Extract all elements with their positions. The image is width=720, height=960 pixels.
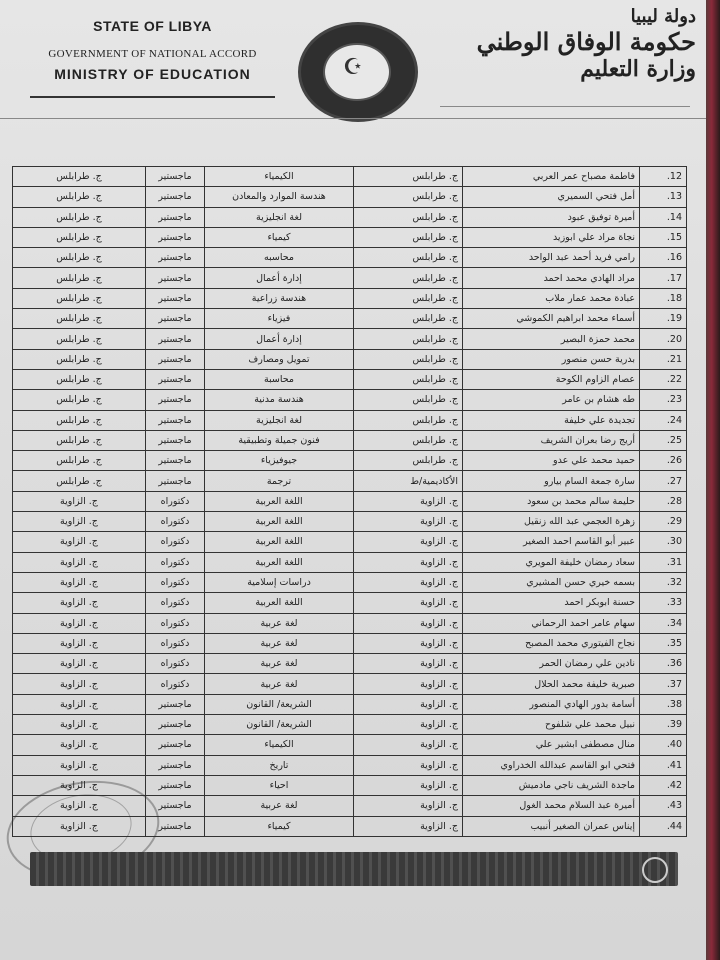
row-university-2: ج. الزاوية: [13, 735, 146, 755]
row-university-2: ج. الزاوية: [13, 552, 146, 572]
row-university-1: ج. الزاوية: [354, 694, 463, 714]
row-university-2: ج. طرابلس: [13, 227, 146, 247]
row-degree: ماجستير: [146, 471, 205, 491]
row-university-1: ج. الزاوية: [354, 816, 463, 836]
english-header: [30, 18, 275, 82]
row-number: 29.: [640, 512, 687, 532]
table-row: [13, 552, 687, 572]
row-university-1: ج. الزاوية: [354, 633, 463, 653]
table-row: [13, 593, 687, 613]
row-degree: ماجستير: [146, 755, 205, 775]
row-number: 15.: [640, 227, 687, 247]
row-number: 44.: [640, 816, 687, 836]
arabic-header-ministry: وزارة التعليم: [580, 56, 696, 82]
row-university-1: ج. طرابلس: [354, 349, 463, 369]
row-degree: دكتوراه: [146, 552, 205, 572]
row-number: 38.: [640, 694, 687, 714]
row-university-1: ج. الزاوية: [354, 715, 463, 735]
row-number: 41.: [640, 755, 687, 775]
row-number: 28.: [640, 491, 687, 511]
table-row: [13, 390, 687, 410]
row-degree: دكتوراه: [146, 613, 205, 633]
footer-bar: [30, 852, 678, 886]
table-row: [13, 654, 687, 674]
row-name: أمل فتحي السميري: [463, 187, 640, 207]
row-name: حليمة سالم محمد بن سعود: [463, 491, 640, 511]
row-university-2: ج. طرابلس: [13, 248, 146, 268]
row-degree: ماجستير: [146, 735, 205, 755]
row-degree: ماجستير: [146, 187, 205, 207]
row-specialization: لغة عربية: [205, 674, 354, 694]
row-name: نادين علي رمضان الحمر: [463, 654, 640, 674]
row-university-2: ج. الزاوية: [13, 512, 146, 532]
row-degree: ماجستير: [146, 816, 205, 836]
row-name: عبير أبو القاسم احمد الصغير: [463, 532, 640, 552]
row-specialization: تمويل ومصارف: [205, 349, 354, 369]
row-university-1: ج. الزاوية: [354, 796, 463, 816]
english-header-ministry: MINISTRY OF EDUCATION: [54, 66, 251, 82]
row-name: نبيل محمد علي شلفوح: [463, 715, 640, 735]
row-university-1: ج. طرابلس: [354, 187, 463, 207]
row-degree: ماجستير: [146, 248, 205, 268]
row-number: 19.: [640, 309, 687, 329]
row-name: سعاد رمضان خليفة المويري: [463, 552, 640, 572]
table-row: [13, 451, 687, 471]
row-degree: دكتوراه: [146, 654, 205, 674]
row-university-2: ج. طرابلس: [13, 390, 146, 410]
row-degree: ماجستير: [146, 694, 205, 714]
row-name: زهرة العجمي عبد الله زنقيل: [463, 512, 640, 532]
row-university-2: ج. طرابلس: [13, 167, 146, 187]
row-name: إيناس عمران الصغير أنبيب: [463, 816, 640, 836]
row-university-1: ج. طرابلس: [354, 288, 463, 308]
row-number: 17.: [640, 268, 687, 288]
table-row: [13, 715, 687, 735]
row-university-2: ج. طرابلس: [13, 369, 146, 389]
row-number: 32.: [640, 572, 687, 592]
row-number: 42.: [640, 775, 687, 795]
row-number: 30.: [640, 532, 687, 552]
row-university-2: ج. طرابلس: [13, 329, 146, 349]
row-degree: ماجستير: [146, 349, 205, 369]
row-number: 35.: [640, 633, 687, 653]
row-number: 25.: [640, 430, 687, 450]
row-name: طه هشام بن عامر: [463, 390, 640, 410]
table-row: [13, 512, 687, 532]
row-name: سهام عامر احمد الرحماني: [463, 613, 640, 633]
row-university-2: ج. الزاوية: [13, 654, 146, 674]
table-row: [13, 694, 687, 714]
row-specialization: هندسة مدنية: [205, 390, 354, 410]
row-name: صبرية خليفة محمد الحلال: [463, 674, 640, 694]
row-degree: دكتوراه: [146, 593, 205, 613]
row-specialization: لغة انجليزية: [205, 410, 354, 430]
row-university-2: ج. طرابلس: [13, 288, 146, 308]
seal-inner: [323, 43, 391, 101]
row-name: منال مصطفى ابشير علي: [463, 735, 640, 755]
row-university-1: ج. الزاوية: [354, 593, 463, 613]
english-header-state: STATE OF LIBYA: [93, 18, 212, 34]
row-number: 34.: [640, 613, 687, 633]
table-row: [13, 187, 687, 207]
row-specialization: اللغة العربية: [205, 512, 354, 532]
row-name: أميرة توفيق عبود: [463, 207, 640, 227]
row-university-1: ج. طرابلس: [354, 369, 463, 389]
row-degree: ماجستير: [146, 207, 205, 227]
row-name: رامي فريد أحمد عبد الواحد: [463, 248, 640, 268]
row-degree: دكتوراه: [146, 512, 205, 532]
row-university-2: ج. الزاوية: [13, 593, 146, 613]
row-degree: دكتوراه: [146, 532, 205, 552]
row-university-1: الأكاديمية/ط: [354, 471, 463, 491]
row-university-1: ج. طرابلس: [354, 329, 463, 349]
table-row: [13, 349, 687, 369]
table-row: [13, 369, 687, 389]
arabic-header-rule: [440, 106, 690, 107]
row-specialization: اللغة العربية: [205, 532, 354, 552]
row-number: 14.: [640, 207, 687, 227]
row-number: 43.: [640, 796, 687, 816]
table-row: [13, 430, 687, 450]
footer-logo-icon: [642, 857, 668, 883]
header-rule: [30, 96, 275, 98]
row-university-2: ج. الزاوية: [13, 755, 146, 775]
row-degree: ماجستير: [146, 451, 205, 471]
row-name: مراد الهادي محمد احمد: [463, 268, 640, 288]
row-number: 13.: [640, 187, 687, 207]
row-number: 18.: [640, 288, 687, 308]
table-row: [13, 674, 687, 694]
row-university-2: ج. الزاوية: [13, 775, 146, 795]
row-name: نجاح الفيتوري محمد المصبح: [463, 633, 640, 653]
row-degree: ماجستير: [146, 268, 205, 288]
row-university-1: ج. طرابلس: [354, 207, 463, 227]
row-university-2: ج. طرابلس: [13, 187, 146, 207]
table-row: [13, 491, 687, 511]
row-specialization: كيمياء: [205, 816, 354, 836]
row-number: 26.: [640, 451, 687, 471]
row-name: أسماء محمد ابراهيم الكموشي: [463, 309, 640, 329]
row-number: 20.: [640, 329, 687, 349]
row-university-1: ج. الزاوية: [354, 572, 463, 592]
names-table: [12, 166, 687, 837]
table-row: [13, 755, 687, 775]
row-specialization: إدارة أعمال: [205, 268, 354, 288]
row-specialization: اللغة العربية: [205, 491, 354, 511]
government-seal-logo: [298, 22, 418, 122]
arabic-header-state: دولة ليبيا: [630, 6, 696, 27]
row-specialization: هندسة الموارد والمعادن: [205, 187, 354, 207]
row-specialization: تاريخ: [205, 755, 354, 775]
english-header-government: GOVERNMENT OF NATIONAL ACCORD: [48, 48, 257, 60]
row-university-2: ج. طرابلس: [13, 349, 146, 369]
row-specialization: لغة عربية: [205, 613, 354, 633]
row-university-2: ج. الزاوية: [13, 532, 146, 552]
table-row: [13, 532, 687, 552]
row-specialization: احياء: [205, 775, 354, 795]
row-university-1: ج. الزاوية: [354, 491, 463, 511]
row-specialization: الكيمياء: [205, 167, 354, 187]
row-specialization: الشريعة/ القانون: [205, 694, 354, 714]
row-number: 12.: [640, 167, 687, 187]
row-specialization: لغة عربية: [205, 796, 354, 816]
row-name: حسنة ابوبكر احمد: [463, 593, 640, 613]
row-university-1: ج. الزاوية: [354, 775, 463, 795]
row-degree: دكتوراه: [146, 633, 205, 653]
row-university-1: ج. طرابلس: [354, 227, 463, 247]
row-specialization: محاسبه: [205, 248, 354, 268]
row-degree: ماجستير: [146, 775, 205, 795]
row-degree: ماجستير: [146, 288, 205, 308]
row-university-1: ج. الزاوية: [354, 735, 463, 755]
row-degree: ماجستير: [146, 309, 205, 329]
table-row: [13, 227, 687, 247]
row-university-1: ج. الزاوية: [354, 674, 463, 694]
table-row: [13, 268, 687, 288]
row-university-1: ج. طرابلس: [354, 430, 463, 450]
row-number: 36.: [640, 654, 687, 674]
row-university-2: ج. طرابلس: [13, 430, 146, 450]
row-university-2: ج. طرابلس: [13, 410, 146, 430]
row-university-1: ج. الزاوية: [354, 532, 463, 552]
row-university-2: ج. الزاوية: [13, 796, 146, 816]
row-specialization: لغة عربية: [205, 654, 354, 674]
table-row: [13, 207, 687, 227]
row-university-2: ج. الزاوية: [13, 674, 146, 694]
row-number: 21.: [640, 349, 687, 369]
table-row: [13, 613, 687, 633]
row-name: بدرية حسن منصور: [463, 349, 640, 369]
row-university-2: ج. الزاوية: [13, 613, 146, 633]
row-number: 24.: [640, 410, 687, 430]
table-row: [13, 248, 687, 268]
row-university-2: ج. الزاوية: [13, 491, 146, 511]
row-university-2: ج. الزاوية: [13, 572, 146, 592]
table-row: [13, 735, 687, 755]
row-degree: ماجستير: [146, 410, 205, 430]
row-university-2: ج. الزاوية: [13, 715, 146, 735]
row-name: أسامة بدور الهادي المنصور: [463, 694, 640, 714]
row-university-1: ج. طرابلس: [354, 248, 463, 268]
row-degree: دكتوراه: [146, 674, 205, 694]
row-name: عصام الزاوم الكوحة: [463, 369, 640, 389]
row-university-2: ج. طرابلس: [13, 207, 146, 227]
row-number: 40.: [640, 735, 687, 755]
row-name: حميد محمد علي عدو: [463, 451, 640, 471]
table-row: [13, 309, 687, 329]
header-divider: [0, 118, 706, 119]
row-university-1: ج. طرابلس: [354, 390, 463, 410]
row-degree: ماجستير: [146, 715, 205, 735]
row-specialization: كيمياء: [205, 227, 354, 247]
row-degree: ماجستير: [146, 227, 205, 247]
row-specialization: لغة انجليزية: [205, 207, 354, 227]
row-university-1: ج. الزاوية: [354, 512, 463, 532]
row-specialization: دراسات إسلامية: [205, 572, 354, 592]
row-name: ماجدة الشريف ناجي مادميش: [463, 775, 640, 795]
table-row: [13, 633, 687, 653]
row-specialization: إدارة أعمال: [205, 329, 354, 349]
row-degree: ماجستير: [146, 329, 205, 349]
row-specialization: لغة عربية: [205, 633, 354, 653]
table-row: [13, 572, 687, 592]
row-number: 31.: [640, 552, 687, 572]
row-name: فتحي ابو القاسم عبدالله الخدراوي: [463, 755, 640, 775]
table-row: [13, 288, 687, 308]
row-degree: ماجستير: [146, 796, 205, 816]
table-row: [13, 471, 687, 491]
table-row: [13, 329, 687, 349]
row-university-1: ج. الزاوية: [354, 613, 463, 633]
table-row: [13, 167, 687, 187]
row-number: 16.: [640, 248, 687, 268]
row-specialization: محاسبة: [205, 369, 354, 389]
row-number: 27.: [640, 471, 687, 491]
row-number: 37.: [640, 674, 687, 694]
row-specialization: الشريعة/ القانون: [205, 715, 354, 735]
row-university-1: ج. الزاوية: [354, 552, 463, 572]
row-name: بسمه خيري حسن المشيري: [463, 572, 640, 592]
row-number: 23.: [640, 390, 687, 410]
row-degree: ماجستير: [146, 369, 205, 389]
row-name: أريج رضا بعران الشريف: [463, 430, 640, 450]
row-name: تجديدة علي خليفة: [463, 410, 640, 430]
row-specialization: اللغة العربية: [205, 552, 354, 572]
row-specialization: فنون جميلة وتطبيقية: [205, 430, 354, 450]
row-degree: ماجستير: [146, 430, 205, 450]
row-degree: ماجستير: [146, 167, 205, 187]
row-degree: دكتوراه: [146, 572, 205, 592]
row-university-2: ج. الزاوية: [13, 816, 146, 836]
row-university-2: ج. طرابلس: [13, 471, 146, 491]
row-university-2: ج. الزاوية: [13, 694, 146, 714]
background-edge: [706, 0, 720, 960]
row-name: أميرة عبد السلام محمد الغول: [463, 796, 640, 816]
row-university-2: ج. طرابلس: [13, 309, 146, 329]
table-row: [13, 410, 687, 430]
row-number: 33.: [640, 593, 687, 613]
row-specialization: فيزياء: [205, 309, 354, 329]
row-university-1: ج. طرابلس: [354, 268, 463, 288]
row-name: نجاة مراد علي ابوزيد: [463, 227, 640, 247]
row-name: سارة جمعة السام بيارو: [463, 471, 640, 491]
row-degree: دكتوراه: [146, 491, 205, 511]
row-name: فاطمة مصباح عمر العربي: [463, 167, 640, 187]
row-specialization: الكيمياء: [205, 735, 354, 755]
row-university-1: ج. الزاوية: [354, 755, 463, 775]
row-specialization: ترجمة: [205, 471, 354, 491]
row-specialization: جيوفيزياء: [205, 451, 354, 471]
row-degree: ماجستير: [146, 390, 205, 410]
row-number: 22.: [640, 369, 687, 389]
row-specialization: هندسة زراعية: [205, 288, 354, 308]
row-university-1: ج. الزاوية: [354, 654, 463, 674]
row-university-1: ج. طرابلس: [354, 410, 463, 430]
row-university-2: ج. طرابلس: [13, 451, 146, 471]
row-number: 39.: [640, 715, 687, 735]
names-table-body: [13, 167, 687, 837]
row-university-2: ج. الزاوية: [13, 633, 146, 653]
row-name: محمد حمزة البصير: [463, 329, 640, 349]
row-university-1: ج. طرابلس: [354, 309, 463, 329]
row-university-1: ج. طرابلس: [354, 451, 463, 471]
arabic-header: [446, 6, 696, 82]
row-university-1: ج. طرابلس: [354, 167, 463, 187]
row-specialization: اللغة العربية: [205, 593, 354, 613]
crescent-star-icon: ☪: [343, 55, 363, 80]
arabic-header-government: حكومة الوفاق الوطني: [476, 27, 696, 56]
row-university-2: ج. طرابلس: [13, 268, 146, 288]
row-name: عبادة محمد عمار ملاب: [463, 288, 640, 308]
